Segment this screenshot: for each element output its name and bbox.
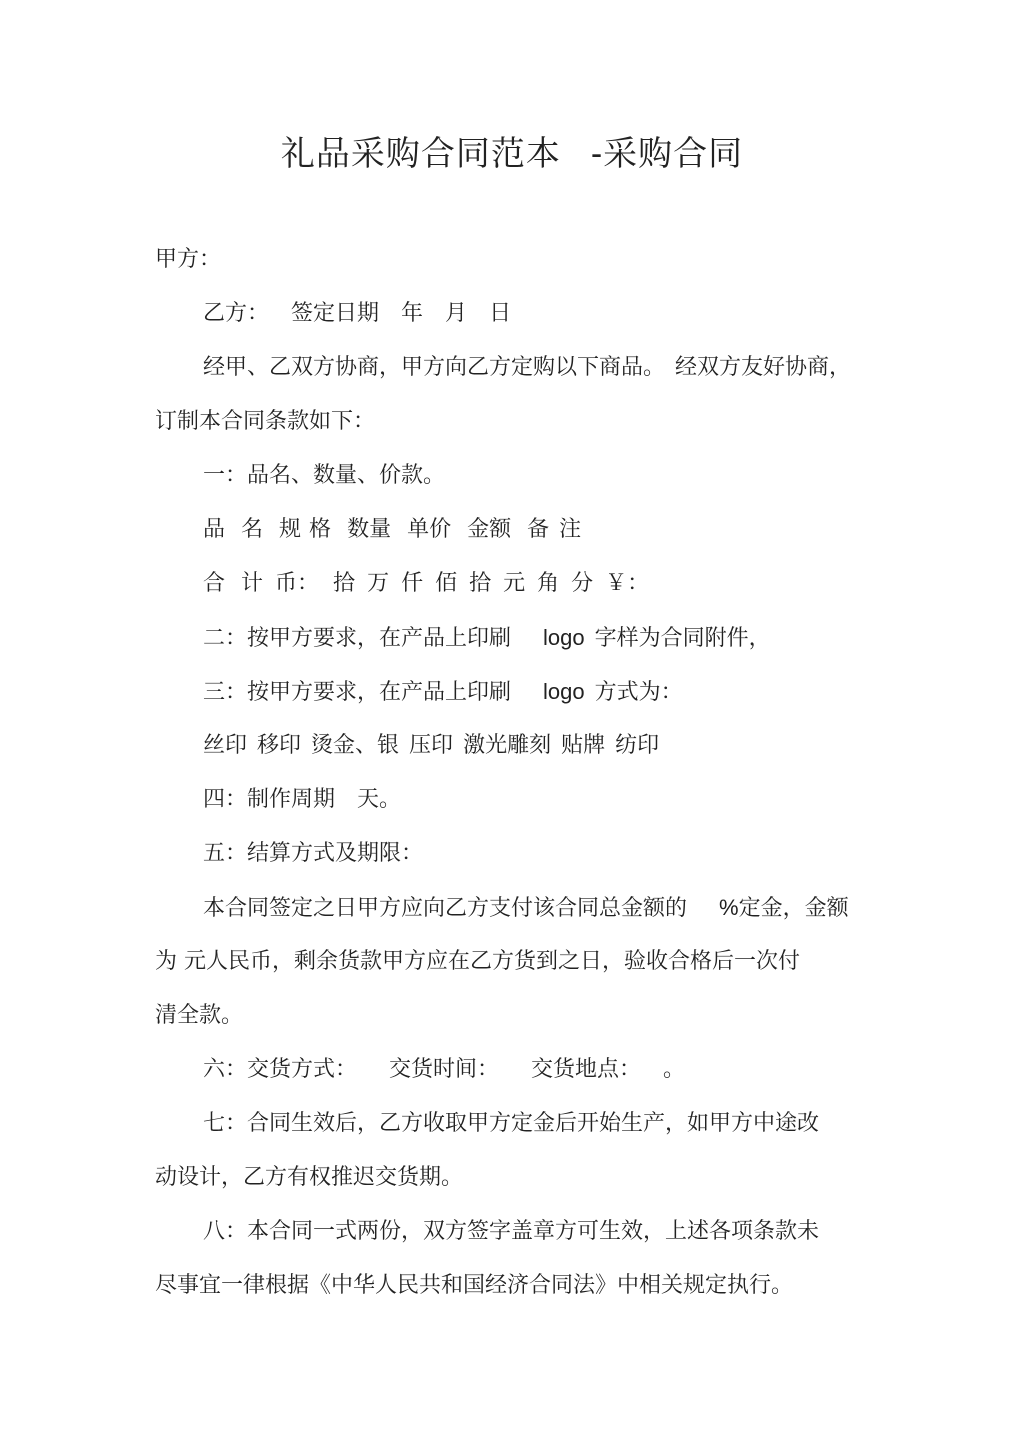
print-method: 纺印 xyxy=(615,733,660,758)
table-header-row xyxy=(203,514,597,546)
section-3-text: 三：按甲方要求，在产品上印刷 xyxy=(203,680,512,705)
total-cell: 币： xyxy=(275,571,320,596)
total-cell: 拾 xyxy=(333,571,356,596)
section-2-text: 二：按甲方要求，在产品上印刷 xyxy=(203,626,512,651)
delivery-time-label: 交货时间： xyxy=(389,1057,500,1082)
section-6-line xyxy=(203,1054,685,1086)
section-7-line-1: 七：合同生效后，乙方收取甲方定金后开始生产，如甲方中途改 xyxy=(203,1111,820,1136)
intro-line-2: 订制本合同条款如下： xyxy=(155,409,376,434)
title-sub: 采购合同 xyxy=(603,134,744,174)
title-separator: - xyxy=(590,135,604,173)
logo-word: logo xyxy=(543,625,585,650)
total-cell: 计 xyxy=(241,571,264,596)
total-cell: 万 xyxy=(367,571,390,596)
section-7-line-2: 动设计，乙方有权推迟交货期。 xyxy=(155,1165,464,1190)
section-6-end: 。 xyxy=(663,1057,686,1082)
print-method: 移印 xyxy=(257,733,302,758)
intro-line-1 xyxy=(203,352,851,384)
payment-line-2: 为 元人民币，剩余货款甲方应在乙方货到之日，验收合格后一次付 xyxy=(155,949,800,974)
table-header-cell: 单价 xyxy=(407,517,452,542)
table-header-cell: 金额 xyxy=(467,517,512,542)
print-methods-line xyxy=(203,730,659,762)
intro-text-b: 经双方友好协商， xyxy=(675,355,852,380)
party-b-line xyxy=(203,298,511,330)
party-a-line: 甲方： xyxy=(155,247,222,272)
year-label: 年 xyxy=(401,301,424,326)
table-header-cell: 名 xyxy=(241,517,264,542)
table-header-cell: 格 xyxy=(309,517,332,542)
sign-date-label: 签定日期 xyxy=(291,301,380,326)
print-method: 贴牌 xyxy=(561,733,606,758)
section-4-line xyxy=(203,784,401,816)
payment-line-1 xyxy=(203,892,849,925)
section-2-text-b: 字样为合同附件， xyxy=(594,626,771,651)
section-8-line-1: 八：本合同一式两份，双方签字盖章方可生效，上述各项条款未 xyxy=(203,1219,820,1244)
total-cell: 角 xyxy=(537,571,560,596)
delivery-place-label: 交货地点： xyxy=(531,1057,642,1082)
intro-text-a: 经甲、乙双方协商，甲方向乙方定购以下商品。 xyxy=(203,355,666,380)
total-row xyxy=(203,568,671,600)
total-cell: 仟 xyxy=(401,571,424,596)
total-cell: 元 xyxy=(503,571,526,596)
print-method: 烫金、银 xyxy=(311,733,400,758)
section-3-line xyxy=(203,676,683,709)
section-3-text-b: 方式为： xyxy=(594,680,683,705)
delivery-method-label: 六：交货方式： xyxy=(203,1057,358,1082)
payment-line-3: 清全款。 xyxy=(155,1003,244,1028)
table-header-cell: 规 xyxy=(279,517,302,542)
logo-word: logo xyxy=(543,679,585,704)
section-8-line-2: 尽事宜一律根据《中华人民共和国经济合同法》中相关规定执行。 xyxy=(155,1273,794,1298)
print-method: 丝印 xyxy=(203,733,248,758)
print-method: 压印 xyxy=(409,733,454,758)
table-header-cell: 备 xyxy=(527,517,550,542)
section-4-text-b: 天。 xyxy=(357,787,402,812)
title-main: 礼品采购合同范本 xyxy=(280,134,561,174)
section-5-heading: 五：结算方式及期限： xyxy=(203,841,424,866)
total-cell: 分 xyxy=(571,571,594,596)
section-2-line xyxy=(203,622,771,655)
percent-sign: % xyxy=(719,895,739,920)
page-title xyxy=(0,128,1024,180)
table-header-cell: 注 xyxy=(559,517,582,542)
total-cell: 拾 xyxy=(469,571,492,596)
total-cell: 佰 xyxy=(435,571,458,596)
table-header-cell: 品 xyxy=(203,517,226,542)
print-method: 激光雕刻 xyxy=(463,733,552,758)
month-label: 月 xyxy=(445,301,468,326)
total-cell: 合 xyxy=(203,571,226,596)
total-cell: ￥： xyxy=(605,571,650,596)
payment-text-b: 定金，金额 xyxy=(738,896,849,921)
day-label: 日 xyxy=(489,301,512,326)
section-1-heading: 一：品名、数量、价款。 xyxy=(203,463,446,488)
section-4-text: 四：制作周期 xyxy=(203,787,336,812)
payment-text-a: 本合同签定之日甲方应向乙方支付该合同总金额的 xyxy=(203,896,688,921)
party-b-label: 乙方： xyxy=(203,301,270,326)
table-header-cell: 数量 xyxy=(347,517,392,542)
